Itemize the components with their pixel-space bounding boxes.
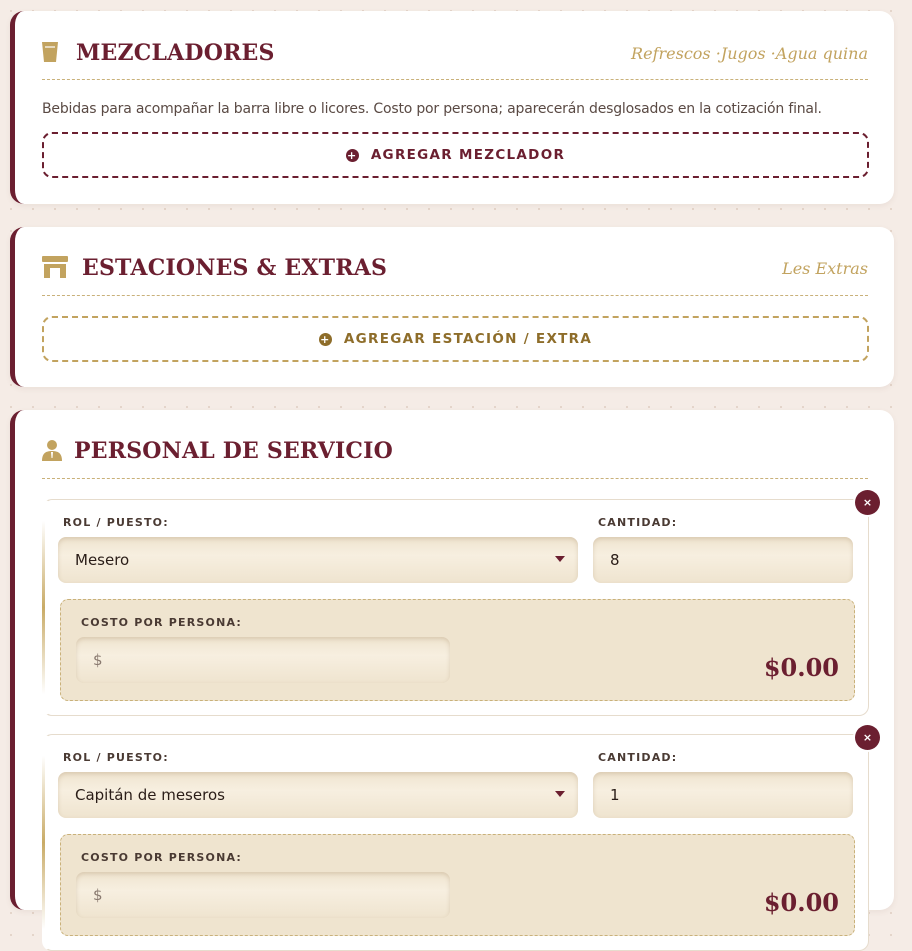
- plus-circle-icon: +: [320, 332, 331, 346]
- cost-input[interactable]: [76, 637, 450, 683]
- section-title: PERSONAL DE SERVICIO: [74, 438, 393, 464]
- role-label: ROL / PUESTO:: [63, 516, 169, 529]
- remove-staff-button[interactable]: ×: [855, 490, 880, 515]
- role-label: ROL / PUESTO:: [63, 751, 169, 764]
- quantity-input[interactable]: [593, 537, 853, 583]
- cost-placeholder: $: [93, 886, 103, 904]
- role-select[interactable]: [58, 772, 578, 818]
- section-subtitle: Refrescos ·Jugos ·Agua quina: [631, 44, 868, 63]
- mezcladores-header: [42, 11, 868, 80]
- cost-total: $0.00: [763, 653, 839, 682]
- cost-label: COSTO POR PERSONA:: [81, 851, 242, 864]
- estaciones-card: [10, 227, 894, 387]
- role-value: Mesero: [75, 551, 130, 569]
- remove-staff-button[interactable]: ×: [855, 725, 880, 750]
- role-select[interactable]: [58, 537, 578, 583]
- cost-placeholder: $: [93, 651, 103, 669]
- chevron-down-icon: [555, 791, 565, 797]
- role-value: Capitán de meseros: [75, 786, 225, 804]
- quantity-label: CANTIDAD:: [598, 516, 678, 529]
- staff-entry: [42, 731, 873, 951]
- plus-circle-icon: +: [347, 148, 358, 162]
- cost-total: $0.00: [763, 888, 839, 917]
- cost-input[interactable]: [76, 872, 450, 918]
- personal-header: [42, 410, 868, 479]
- add-mezclador-label: AGREGAR MEZCLADOR: [370, 147, 566, 163]
- personal-card: [10, 410, 894, 917]
- quantity-label: CANTIDAD:: [598, 751, 678, 764]
- mezcladores-card: [10, 11, 894, 204]
- staff-entry: [42, 496, 873, 716]
- add-mezclador-button[interactable]: [42, 132, 869, 178]
- quantity-input[interactable]: [593, 772, 853, 818]
- section-description: Bebidas para acompañar la barra libre o licores. Costo por persona; aparecerán desglosados en la cotización final.: [42, 101, 822, 117]
- add-estacion-label: AGREGAR ESTACIÓN / EXTRA: [343, 331, 593, 347]
- quantity-value: 8: [610, 551, 620, 569]
- chevron-down-icon: [555, 556, 565, 562]
- glass-icon: [42, 41, 58, 67]
- store-icon: [42, 256, 68, 282]
- estaciones-header: [42, 227, 868, 296]
- person-icon: [42, 439, 62, 465]
- cost-box: [60, 599, 855, 701]
- add-estacion-button[interactable]: [42, 316, 869, 362]
- cost-label: COSTO POR PERSONA:: [81, 616, 242, 629]
- section-title: ESTACIONES & EXTRAS: [82, 255, 388, 281]
- quantity-value: 1: [610, 786, 620, 804]
- section-subtitle: Les Extras: [782, 259, 868, 278]
- section-title: MEZCLADORES: [76, 40, 275, 66]
- cost-box: [60, 834, 855, 936]
